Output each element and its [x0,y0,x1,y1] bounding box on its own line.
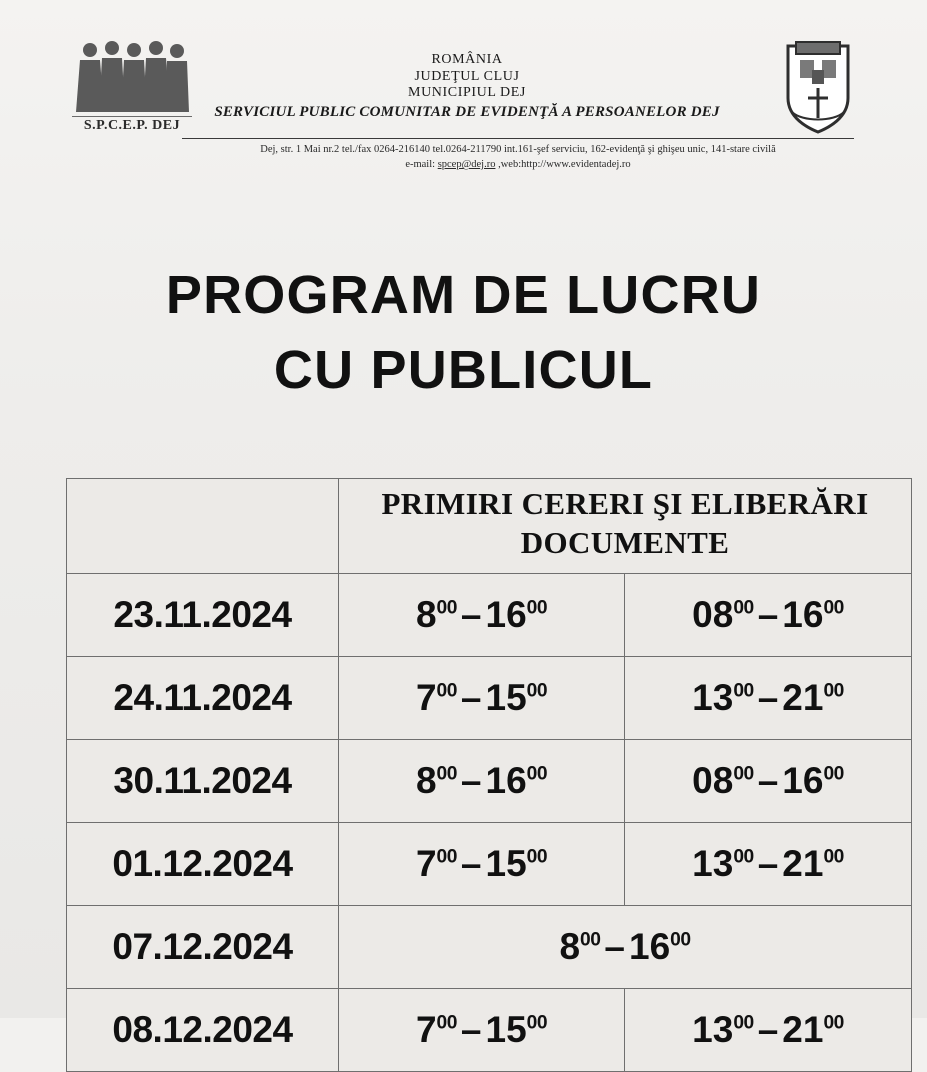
schedule-hours-cell-secondary: $08^{00} - 16^{00}$ [625,573,912,656]
schedule-hours-cell-primary: $7^{00} - 15^{00}$ [339,656,625,739]
department-name: SERVICIUL PUBLIC COMUNITAR DE EVIDENŢĂ A PERSOANELOR DEJ [214,103,720,120]
municipality-name: MUNICIPIUL DEJ [408,85,526,101]
page-title-line-2: CU PUBLICUL [273,339,654,400]
logo-caption: S.P.C.E.P. DEJ [72,116,192,134]
schedule-hours-cell-primary: $8^{00} - 16^{00}$ [339,739,625,822]
letterhead [72,38,862,178]
schedule-hours-cell-primary: $7^{00} - 15^{00}$ [339,822,625,905]
table-row [67,656,912,739]
schedule-hours-cell-primary: $8^{00} - 16^{00}$ [339,573,625,656]
schedule-date-cell: 01.12.2024 [67,822,339,905]
schedule-table-wrapper [66,478,916,1072]
header-empty-cell [67,479,339,574]
schedule-hours-cell-combined: $8^{00} - 16^{00}$ [339,905,912,988]
contact-info [182,142,854,172]
page-title-line-1: PROGRAM DE LUCRU [165,265,762,325]
website-address: ,web:http://www.evidentadej.ro [495,159,631,171]
header-service-cell: PRIMIRI CERERI ŞI ELIBERĂRI DOCUMENTE [339,479,912,574]
table-header-row [67,479,912,574]
table-row [67,988,912,1071]
schedule-date-cell: 07.12.2024 [67,905,339,988]
institution-heading [202,52,732,121]
contact-address-line: Dej, str. 1 Mai nr.2 tel./fax 0264-216140 tel.0264-211790 int.161-şef serviciu, 162-evidenţă şi ghişeu unic, 141-stare civilă [260,144,776,155]
schedule-table [66,478,912,1072]
institution-logo [72,38,192,134]
page-title [0,258,927,407]
table-row [67,573,912,656]
table-row [67,822,912,905]
coat-of-arms-icon [782,40,854,136]
schedule-hours-cell-primary: $7^{00} - 15^{00}$ [339,988,625,1071]
table-row [67,905,912,988]
schedule-date-cell: 23.11.2024 [67,573,339,656]
email-label: e-mail: [405,159,438,171]
email-address: spcep@dej.ro [437,159,496,171]
schedule-date-cell: 08.12.2024 [67,988,339,1071]
schedule-date-cell: 30.11.2024 [67,739,339,822]
table-row [67,739,912,822]
schedule-hours-cell-secondary: $13^{00} - 21^{00}$ [625,656,912,739]
schedule-hours-cell-secondary: $13^{00} - 21^{00}$ [625,822,912,905]
county-name: JUDEŢUL CLUJ [414,68,520,84]
contact-email-line [182,157,854,172]
silhouette-people-icon [72,38,192,116]
schedule-hours-cell-secondary: $08^{00} - 16^{00}$ [625,739,912,822]
schedule-hours-cell-secondary: $13^{00} - 21^{00}$ [625,988,912,1071]
country-name: ROMÂNIA [431,52,503,67]
letterhead-divider [182,138,854,139]
schedule-date-cell: 24.11.2024 [67,656,339,739]
